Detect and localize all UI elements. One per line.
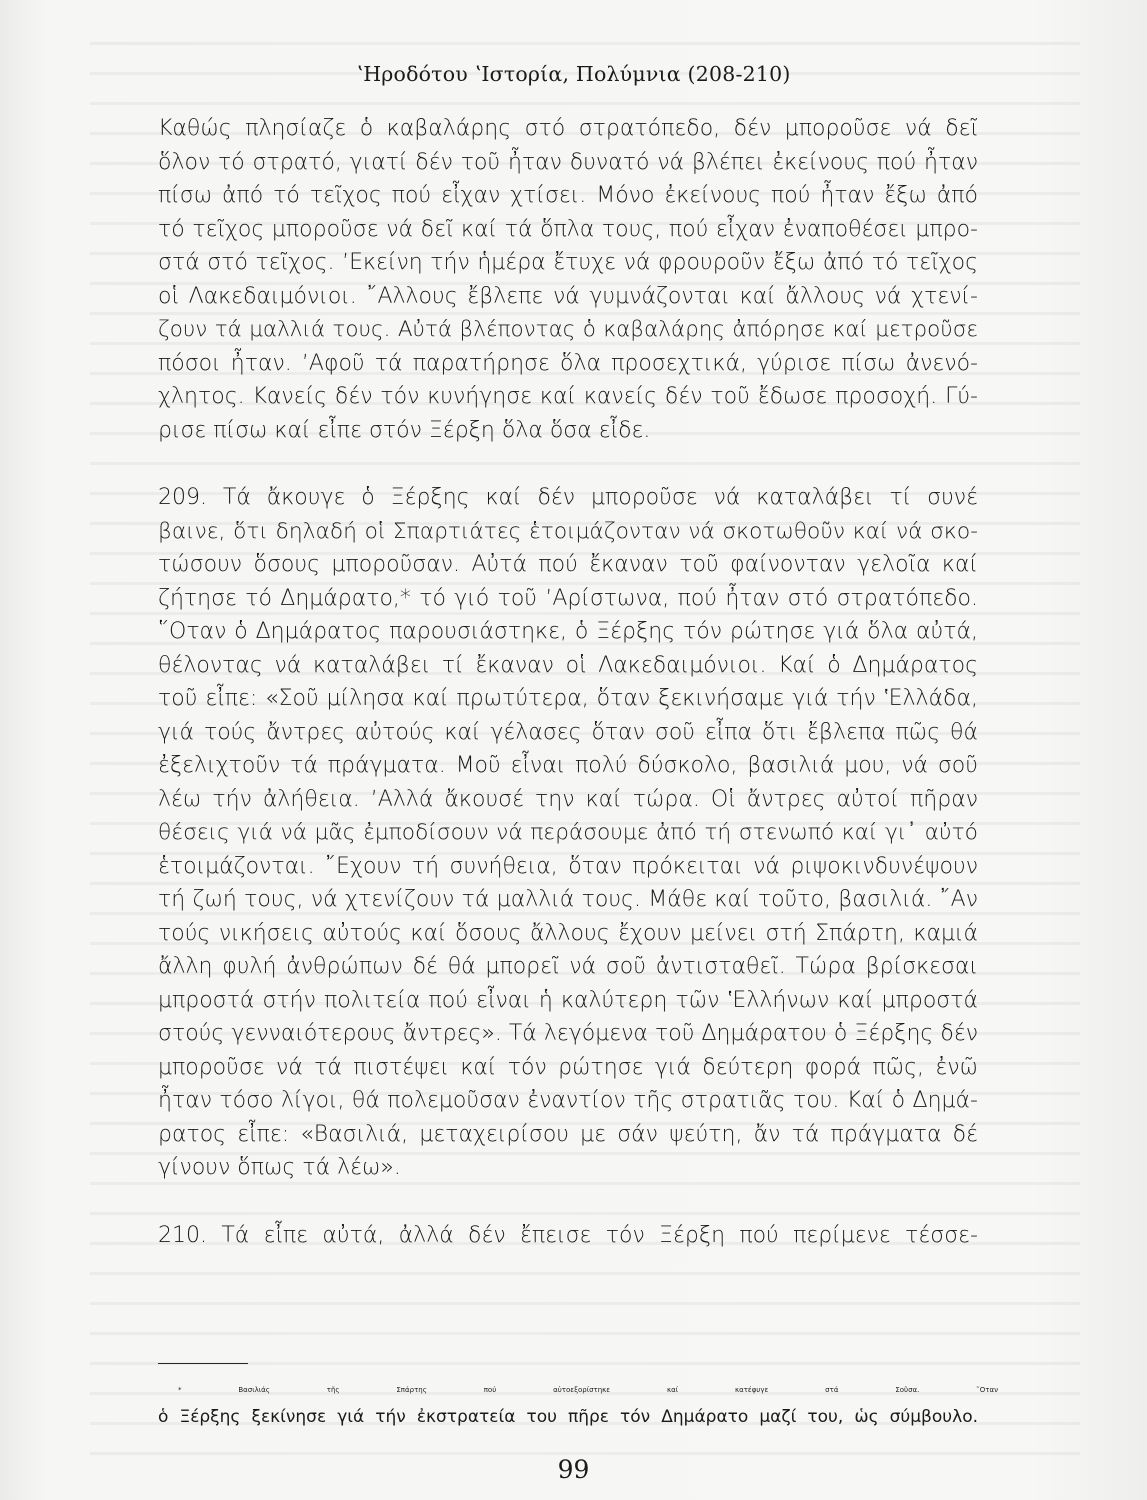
- text-line: χλητος. Κανείς δέν τόν κυνήγησε καί κανείς δέν τοῦ ἔδωσε προσοχή. Γύ-: [158, 384, 978, 409]
- text-line: 210. Τά εἶπε αὐτά, ἀλλά δέν ἔπεισε τόν Ξέρξη πού περίμενε τέσσε-: [158, 1222, 978, 1248]
- text-line: τώσουν ὅσους μποροῦσαν. Αὐτά πού ἔκαναν τοῦ φαίνονταν γελοῖα καί: [158, 552, 978, 577]
- text-line: θέλοντας νά καταλάβει τί ἔκαναν οἱ Λακεδαιμόνιοι. Καί ὁ Δημάρατος: [158, 652, 978, 678]
- footnote-separator: [158, 1363, 248, 1364]
- text-line: στούς γενναιότερους ἄντρες». Τά λεγόμενα τοῦ Δημάρατου ὁ Ξέρξης δέν: [158, 1021, 978, 1046]
- text-line: 209. Τά ἄκουγε ὁ Ξέρξης καί δέν μποροῦσε νά καταλάβει τί συνέ: [158, 485, 978, 510]
- text-line: θέσεις γιά νά μᾶς ἐμποδίσουν νά περάσουμε ἀπό τή στενωπό καί γι᾽ αὐτό: [158, 820, 978, 845]
- text-line: ῞Οταν ὁ Δημάρατος παρουσιάστηκε, ὁ Ξέρξης τόν ρώτησε γιά ὅλα αὐτά,: [158, 619, 978, 644]
- paragraph-210: [158, 1219, 978, 1253]
- text-line: ζουν τά μαλλιά τους. Αὐτά βλέποντας ὁ καβαλάρης ἀπόρησε καί μετροῦσε: [158, 317, 978, 342]
- page-number: 99: [557, 1455, 590, 1484]
- text-line: βαινε, ὅτι δηλαδή οἱ Σπαρτιάτες ἑτοιμάζονταν νά σκοτωθοῦν καί νά σκο-: [158, 518, 978, 544]
- text-line: τοῦ εἶπε: «Σοῦ μίλησα καί πρωτύτερα, ὅταν ξεκινήσαμε γιά τήν ʽΕλλάδα,: [158, 686, 978, 711]
- text-line: ἦταν τόσο λίγοι, θά πολεμοῦσαν ἐναντίον τῆς στρατιᾶς του. Καί ὁ Δημά-: [158, 1088, 978, 1113]
- text-line: μπροστά στήν πολιτεία πού εἶναι ἡ καλύτερη τῶν ʽΕλλήνων καί μπροστά: [158, 987, 978, 1013]
- text-line: γίνουν ὅπως τά λέω».: [158, 1155, 401, 1180]
- text-line: οἱ Λακεδαιμόνιοι. ῎Αλλους ἔβλεπε νά γυμνάζονται καί ἄλλους νά χτενί-: [158, 283, 978, 309]
- footnote: [158, 1377, 998, 1431]
- text-line: ὅλον τό στρατό, γιατί δέν τοῦ ἦταν δυνατό νά βλέπει ἐκείνους πού ἦταν: [158, 149, 978, 175]
- footnote-line: * Βασιλιάς τῆς Σπάρτης πού αὐτοεξορίστηκε καί κατέφυγε στά Σοῦσα. ῞Οταν: [178, 1386, 998, 1394]
- text-line: πίσω ἀπό τό τεῖχος πού εἶχαν χτίσει. Μόνο ἐκείνους πού ἦταν ἔξω ἀπό: [158, 183, 978, 208]
- text-line: μποροῦσε νά τά πιστέψει καί τόν ρώτησε γιά δεύτερη φορά πῶς, ἐνῶ: [158, 1054, 978, 1080]
- text-line: τούς νικήσεις αὐτούς καί ὅσους ἄλλους ἔχουν μείνει στή Σπάρτη, καμιά: [158, 920, 978, 946]
- text-line: ἑτοιμάζονται. ῎Εχουν τή συνήθεια, ὅταν πρόκειται νά ριψοκινδυνέψουν: [158, 853, 978, 879]
- text-line: ἄλλη φυλή ἀνθρώπων δέ θά μπορεῖ νά σοῦ ἀντισταθεῖ. Τώρα βρίσκεσαι: [158, 954, 978, 979]
- text-line: στά στό τεῖχος. ʼΕκείνη τήν ἡμέρα ἔτυχε νά φρουροῦν ἔξω ἀπό τό τεῖχος: [158, 250, 978, 275]
- text-line: πόσοι ἦταν. ʼΑφοῦ τά παρατήρησε ὅλα προσεχτικά, γύρισε πίσω ἀνενό-: [158, 350, 978, 376]
- text-line: γιά τούς ἄντρες αὐτούς καί γέλασες ὅταν σοῦ εἶπα ὅτι ἔβλεπα πῶς θά: [158, 719, 978, 745]
- footnote-line: ὁ Ξέρξης ξεκίνησε γιά τήν ἐκστρατεία του πῆρε τόν Δημάρατο μαζί του, ὡς σύμβουλο.: [158, 1407, 978, 1427]
- text-line: ρατος εἶπε: «Βασιλιά, μεταχειρίσου με σάν ψεύτη, ἄν τά πράγματα δέ: [158, 1121, 978, 1147]
- text-line: ρισε πίσω καί εἶπε στόν Ξέρξη ὅλα ὅσα εἶδε.: [158, 417, 651, 443]
- text-line: ζήτησε τό Δημάρατο,* τό γιό τοῦ ʼΑρίστωνα, πού ἦταν στό στρατόπεδο.: [158, 585, 978, 611]
- text-line: Καθώς πλησίαζε ὁ καβαλάρης στό στρατόπεδο, δέν μποροῦσε νά δεῖ: [158, 116, 978, 141]
- text-line: τή ζωή τους, νά χτενίζουν τά μαλλιά τους. Μάθε καί τοῦτο, βασιλιά. ῎Αν: [158, 887, 978, 912]
- text-line: λέω τήν ἀλήθεια. ʼΑλλά ἄκουσέ την καί τώρα. Οἱ ἄντρες αὐτοί πῆραν: [158, 786, 978, 812]
- text-line: τό τεῖχος μποροῦσε νά δεῖ καί τά ὅπλα τους, πού εἶχαν ἐναποθέσει μπρο-: [158, 216, 978, 242]
- main-text: [158, 112, 978, 1252]
- paragraph-209: [158, 481, 978, 1185]
- paragraph-1: [158, 112, 978, 447]
- running-header: ʽΗροδότου ʽΙστορία, Πολύμνια (208-210): [356, 62, 791, 86]
- text-line: ἐξελιχτοῦν τά πράγματα. Μοῦ εἶναι πολύ δύσκολο, βασιλιά μου, νά σοῦ: [158, 753, 978, 778]
